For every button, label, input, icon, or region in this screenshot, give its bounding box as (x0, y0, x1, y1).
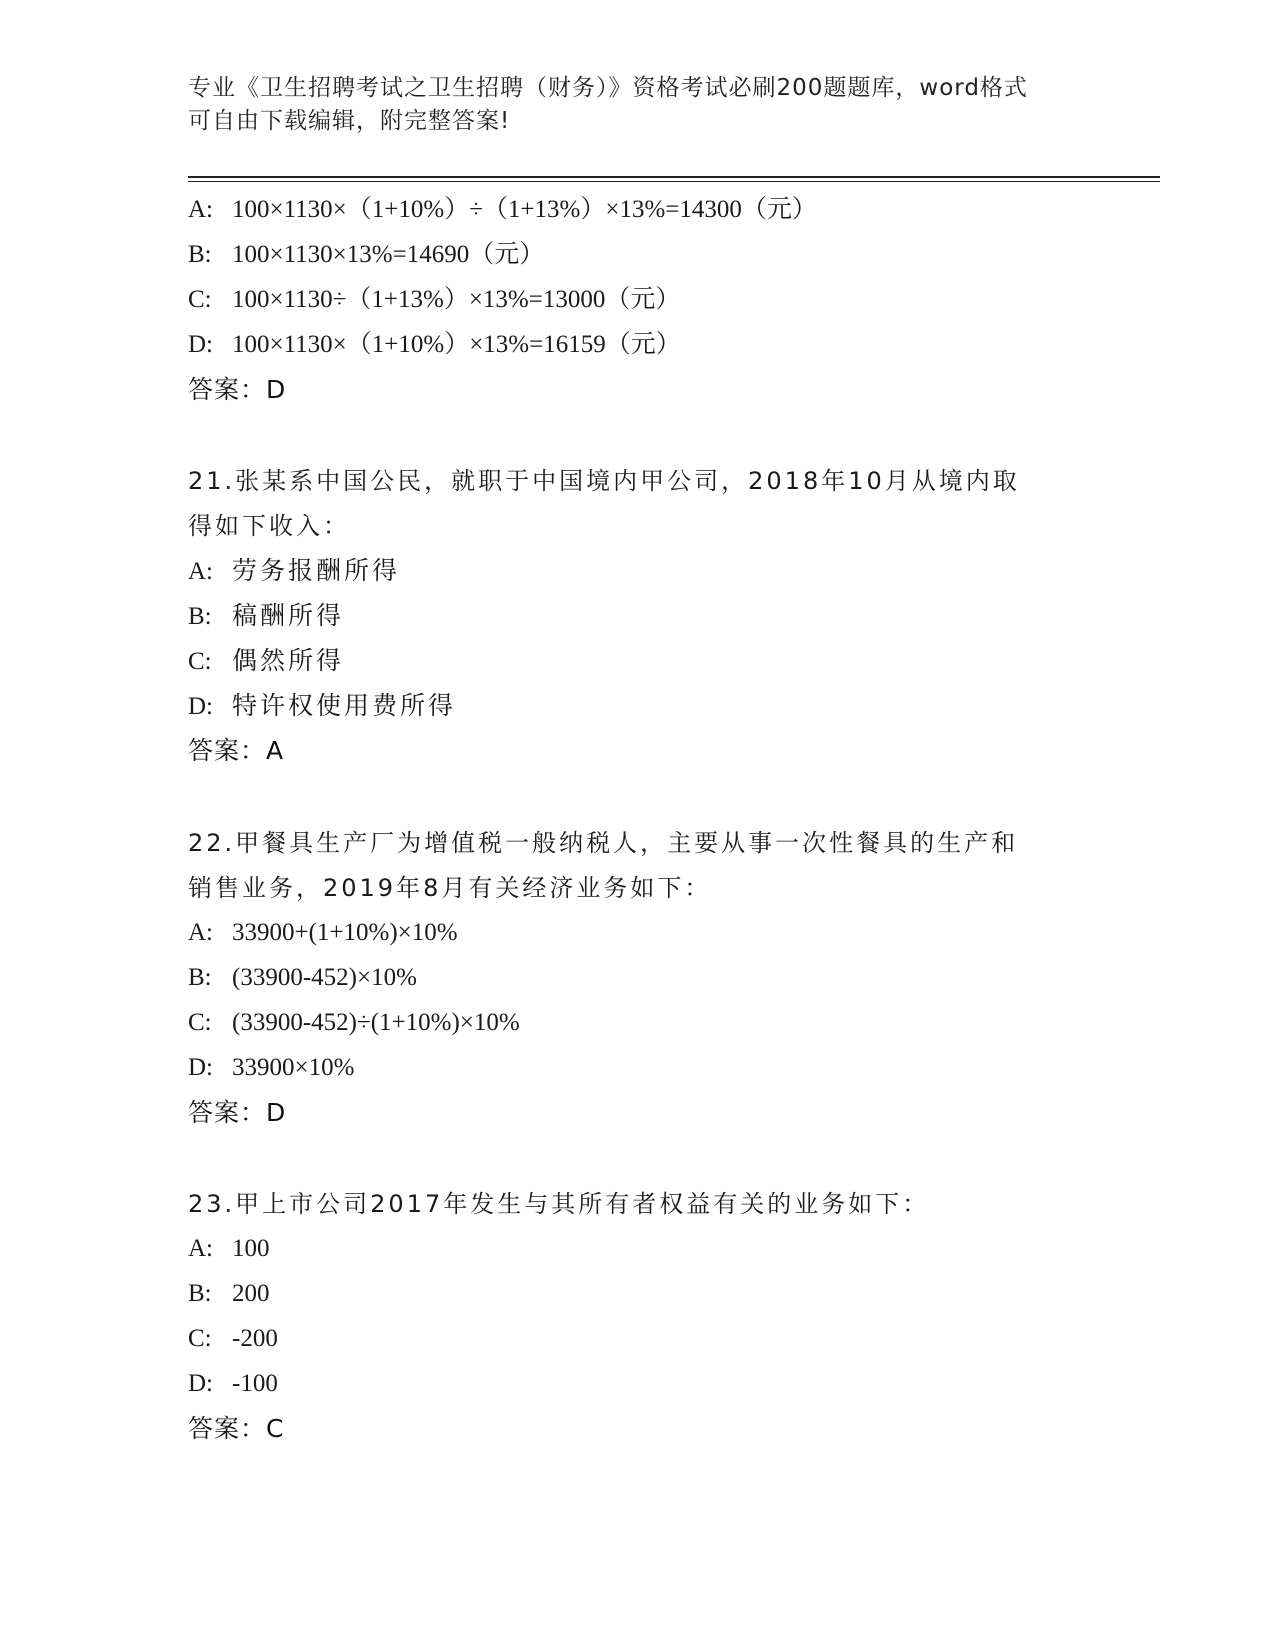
q22-option-c: C: (33900-452)÷(1+10%)×10% (188, 1009, 520, 1036)
header-title-line-1: 专业《卫生招聘考试之卫生招聘（财务）》资格考试必刷200题题库，word格式 (188, 75, 1028, 101)
q21-stem-line-1: 21.张某系中国公民，就职于中国境内甲公司，2018年10月从境内取 (188, 467, 1020, 495)
q21-option-d: D: 特许权使用费所得 (188, 691, 457, 720)
q23-answer: 答案：C (188, 1414, 285, 1443)
q23-option-a: A: 100 (188, 1235, 270, 1262)
q22-option-d: D: 33900×10% (188, 1054, 355, 1081)
header-divider-thick (188, 176, 1160, 178)
q23-stem-line-1: 23.甲上市公司2017年发生与其所有者权益有关的业务如下： (188, 1190, 930, 1218)
q23-option-c: C: -200 (188, 1325, 278, 1352)
q22-answer: 答案：D (188, 1098, 287, 1127)
q20-option-c: C: 100×1130÷（1+13%）×13%=13000（元） (188, 286, 681, 313)
q21-option-c: C: 偶然所得 (188, 646, 345, 675)
header-title-line-2: 可自由下载编辑，附完整答案! (188, 108, 511, 134)
document-header (188, 72, 1068, 138)
header-divider-thin (188, 181, 1160, 182)
q22-stem-line-2: 销售业务，2019年8月有关经济业务如下： (188, 874, 712, 902)
q20-answer: 答案：D (188, 375, 287, 404)
q23-option-d: D: -100 (188, 1370, 278, 1397)
q20-option-d: D: 100×1130×（1+10%）×13%=16159（元） (188, 331, 681, 358)
q21-option-a: A: 劳务报酬所得 (188, 556, 401, 585)
q21-stem-line-2: 得如下收入： (188, 512, 350, 540)
q22-option-a: A: 33900+(1+10%)×10% (188, 919, 458, 946)
q22-option-b: B: (33900-452)×10% (188, 964, 417, 991)
q20-option-b: B: 100×1130×13%=14690（元） (188, 241, 545, 268)
q22-stem-line-1: 22.甲餐具生产厂为增值税一般纳税人，主要从事一次性餐具的生产和 (188, 829, 1019, 857)
q20-option-a: A: 100×1130×（1+10%）÷（1+13%）×13%=14300（元） (188, 196, 817, 223)
q21-answer: 答案：A (188, 736, 285, 765)
q21-option-b: B: 稿酬所得 (188, 601, 345, 630)
q23-option-b: B: 200 (188, 1280, 270, 1307)
